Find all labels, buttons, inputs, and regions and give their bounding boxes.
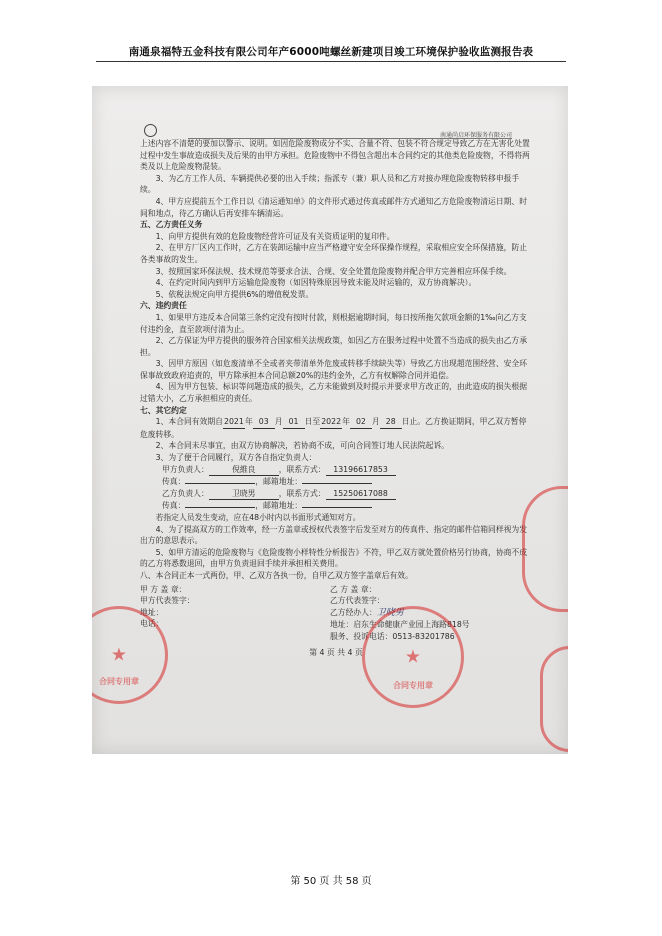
section-heading: 七、其它约定 [140, 405, 187, 415]
list-item: 4、为了提高双方的工作效率，经一方盖章或授权代表签字后发至对方的传真件、指定的邮件信箱同样视为发出方的意思表示。 [140, 524, 528, 546]
party-b-address: 地址：启东生命健康产业园上海路818号 [330, 620, 470, 630]
section-heading: 六、违约责任 [140, 301, 187, 311]
valid-to-month: 02 [350, 416, 372, 429]
paragraph: 3、为乙方工作人员、车辆提供必要的出入手续；指派专（兼）职人员和乙方对接办理危险废物转移申报手续。 [140, 173, 520, 195]
party-a-address-label: 地址： [140, 607, 164, 617]
list-item: 3、因甲方原因（如危废清单不全或者夹带清单外危废或转移手续缺失等）导致乙方出现超范围经营、安全环保事故致政府追责的，甲方除承担本合同总额20%的违约金外，乙方有权解除合同并追偿。 [140, 359, 528, 380]
party-a-contact-row: 甲方负责人： 倪維良 ，联系方式： 13196617853 [140, 464, 532, 477]
report-header-title: 南通泉福特五金科技有限公司年产6000吨螺丝新建项目竣工环境保护验收监测报告表 [128, 46, 534, 58]
company-logo-icon [144, 124, 157, 137]
section-heading: 五、乙方责任义务 [140, 220, 203, 230]
party-a-seal: ★ 合同专用章 [92, 606, 168, 704]
list-item: 2、在甲方厂区内工作时，乙方在装卸运输中应当严格遵守安全环保操作规程，采取相应安全环保措施，防止各类事故的发生。 [140, 243, 528, 264]
scan-page-number: 第 4 页 共 4 页 [309, 647, 363, 657]
party-a-rep-label: 甲方代表签字： [140, 596, 195, 606]
list-item: 3、按照国家环保法规、技术规范等要求合法、合规、安全处置危险废物并配合甲方完善相应环保手续。 [155, 266, 512, 276]
party-b-contact-row: 乙方负责人： 卫晓男 ，联系方式： 15250617088 [140, 488, 532, 501]
signature-block [140, 584, 532, 643]
valid-to-year: 2022 [320, 416, 342, 429]
contract-text [140, 138, 532, 658]
party-b-fax [185, 507, 255, 508]
validity-clause: 1、本合同有效期自2021年 03 月 01 日至2022年 02 月 28 日止。乙方换证期间，甲乙双方暂停危废转移。 [140, 417, 527, 439]
valid-from-day: 01 [283, 416, 305, 429]
handler-signature: 卫晓男 [376, 607, 404, 618]
edge-seal [540, 646, 568, 752]
list-item: 1、向甲方提供有效的危险废物经营许可证及有关资质证明的复印件。 [155, 231, 395, 241]
star-icon: ★ [404, 646, 422, 668]
list-item: 5、如甲方清运的危险废物与《危险废物小样特性分析报告》不符，甲乙双方就处置价格另行协商，协商不成的乙方将悉数退回，由甲方负责退回手续并承担相关费用。 [140, 547, 528, 569]
party-a-phone: 13196617853 [326, 464, 396, 477]
scanned-contract-page [92, 86, 568, 754]
company-tag: 南通尚启环保服务有限公司 [439, 132, 512, 139]
party-b-service-phone: 服务、投诉电话：0513-83201786 [330, 631, 455, 641]
list-item: 2、乙方保证为甲方提供的服务符合国家相关法规政策，如因乙方在服务过程中处置不当造成的损失由乙方承担。 [140, 336, 528, 357]
party-a-fax [185, 483, 255, 484]
header-rule [96, 61, 566, 62]
list-item: 5、依税法规定向甲方提供6%的增值税发票。 [155, 289, 314, 299]
party-b-rep-label: 乙方代表签字： [330, 596, 385, 606]
party-b-seal: ★ 合同专用章 [362, 606, 464, 708]
party-a-email [302, 483, 372, 484]
list-item: 4、在约定时间内到甲方运输危险废物（如因特殊原因导致未能及时运输的，双方协商解决）。 [155, 278, 477, 288]
list-item: 2、本合同未尽事宜，由双方协商解决，若协商不成，可向合同签订地人民法院起诉。 [155, 441, 450, 451]
party-b-seal-label: 乙 方 盖 章： [330, 584, 377, 594]
list-item: 4、因为甲方包装、标识等问题造成的损失，乙方未能做到及时提示并要求甲方改正的，由此造成的损失根据过错大小，乙方承担相应的责任。 [140, 382, 528, 404]
paragraph: 若指定人员发生变动，应在48小时内以书面形式通知对方。 [155, 513, 361, 522]
party-b-phone: 15250617088 [326, 488, 396, 501]
paragraph: 4、甲方应提前五个工作日以《清运通知单》的文件形式通过传真或邮件方式通知乙方危险废物清运日期、时间和地点，待乙方确认后再安排车辆清运。 [140, 196, 528, 218]
valid-to-day: 28 [380, 416, 402, 429]
report-page-footer: 第 50 页 共 58 页 [290, 876, 372, 887]
party-a-signature [140, 584, 330, 630]
party-a-seal-label: 甲 方 盖 章： [140, 584, 187, 594]
valid-from-year: 2021 [223, 416, 245, 429]
party-b-fax-row: 传真： ，邮箱地址： [140, 500, 532, 512]
party-b-email [302, 507, 372, 508]
list-item: 1、如果甲方违反本合同第三条约定没有按时付款，则根据逾期时间，每日按所拖欠款项金额的1‰向乙方支付违约金，直至款项付清为止。 [140, 312, 527, 334]
party-a-fax-row: 传真： ，邮箱地址： [140, 476, 532, 488]
party-b-handler: 乙方经办人：卫晓男 [330, 607, 404, 618]
paragraph: 上述内容不清楚的要加以警示、说明。如因危险废物成分不实、合量不符、包装不符合规定导致乙方在无害化处置过程中发生事故造成损失及后果的由甲方承担。危险废物中不得包含超出本合同约定的其他类危险废物，不得将两类及以上危险废物混装。 [140, 139, 530, 172]
edge-seal [522, 486, 568, 612]
star-icon: ★ [110, 644, 128, 666]
party-a-phone-label: 电话： [140, 619, 164, 629]
contact-fields [140, 464, 532, 512]
list-item: 八、本合同正本一式两份，甲、乙双方各执一份，自甲乙双方签字盖章后有效。 [140, 570, 413, 580]
party-a-contact: 倪維良 [209, 464, 279, 477]
party-b-contact: 卫晓男 [209, 488, 279, 501]
valid-from-month: 03 [253, 416, 275, 429]
list-item: 3、为了便于合同履行，双方各自指定负责人： [155, 453, 317, 463]
